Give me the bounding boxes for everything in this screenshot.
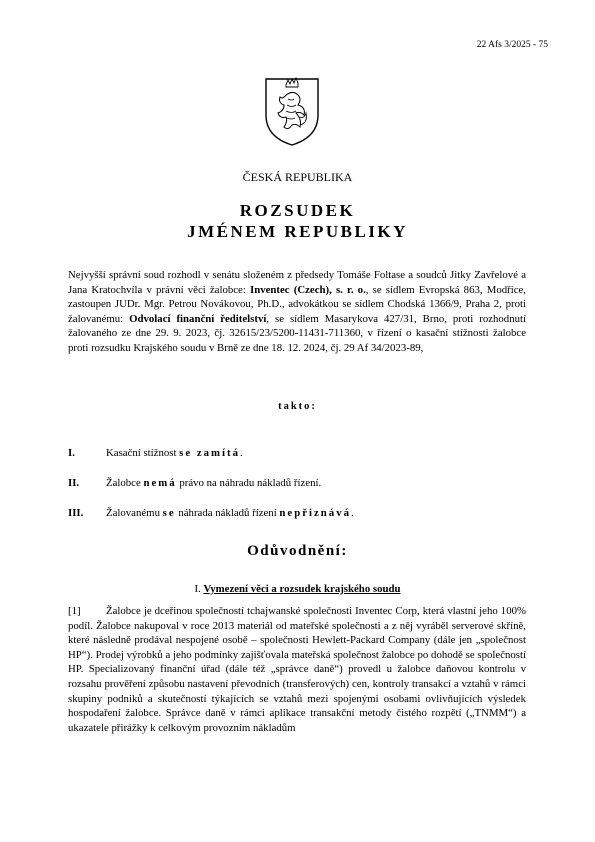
document-subtitle: JMÉNEM REPUBLIKY: [187, 222, 408, 241]
document-title: ROZSUDEK: [239, 201, 356, 220]
section-heading: I. Vymezení věci a rozsudek krajského soudu: [194, 583, 401, 595]
defendant-name: Odvolací finanční ředitelství: [129, 312, 267, 325]
plaintiff-name: Inventec (Czech), s. r. o.: [250, 283, 366, 296]
verdict-number: II.: [68, 477, 80, 489]
paragraph-number: [1]: [68, 605, 81, 617]
verdict-number: III.: [68, 507, 84, 519]
czech-lion-coat-of-arms-icon: [262, 75, 322, 147]
takto-heading: takto:: [278, 401, 317, 412]
paragraph: [1] Žalobce je dceřinou společností tchajwanské společnosti Inventec Corp, která vlastní jeho 100% podíl. Žalobce nakupoval v roce 2013 materiál od mateřské společnosti a z něj vyráběl serverové skříně, které následně prodával nespojené osobě – společnosti Hewlett-Packard Company (dále jen „společnost HP“). Prodej výrobků a jeho podmínky zajišťovala mateřská společnost žalobce po dohodě se společností HP. Specializovaný finanční úřad (dále též „správce daně“) provedl u žalobce daňovou kontrolu v rozsahu prověření způsobu nastavení převodních (transferových) cen, kontroly transakcí a vztahů v rámci skupiny podniků a skutečností týkajících se vztahů mezi spojenými osobami ovlivňujících výsledek hospodaření žalobce. Správce daně v rámci aplikace transakční metody čistého rozpětí („TNMM“) a ukazatele přirážky k celkovým provozním nákladům: [68, 605, 526, 734]
introductory-paragraph: Nejvyšší správní soud rozhodl v senátu složeném z předsedy Tomáše Foltase a soudců Jitky Zavřelové a Jana Kratochvíla v právní věci žalobce: Inventec (Czech), s. r. o., se sídlem Evropská 863, Modřice, zastoupen JUDr. Mgr. Petrou Novákovou, Ph.D., advokátkou se sídlem Chodská 1366/9, Praha 2, proti žalovanému: Odvolací finanční ředitelství, se sídlem Masarykova 427/31, Brno, proti rozhodnutí žalovaného ze dne 29. 9. 2023, čj. 32615/23/5200-11431-711360, v řízení o kasační stížnosti žalobce proti rozsudku Krajského soudu v Brně ze dne 18. 12. 2024, čj. 29 Af 34/2023-89,: [68, 269, 527, 354]
reasoning-heading: Odůvodnění:: [247, 543, 348, 559]
case-reference: 22 Afs 3/2025 - 75: [476, 40, 548, 50]
country-name: ČESKÁ REPUBLIKA: [242, 170, 353, 184]
verdict-number: I.: [68, 447, 75, 459]
